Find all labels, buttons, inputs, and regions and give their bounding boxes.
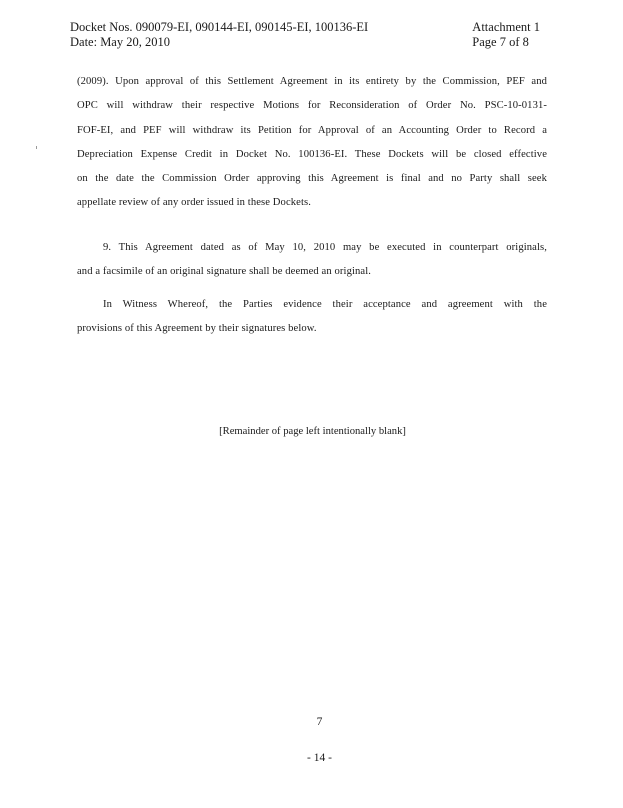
scan-artifact <box>36 146 37 149</box>
text-line: 9. This Agreement dated as of May 10, 2010 may be executed in counterpart originals, <box>103 242 547 253</box>
text-line: provisions of this Agreement by their signatures below. <box>77 323 317 334</box>
text-line: Depreciation Expense Credit in Docket No. 100136-EI. These Dockets will be closed effective <box>77 148 547 160</box>
paragraph-settlement-approval <box>77 70 547 216</box>
document-date: Date: May 20, 2010 <box>70 35 170 49</box>
text-line: appellate review of any order issued in these Dockets. <box>77 197 311 209</box>
attachment-label: Attachment 1 <box>472 20 540 34</box>
text-line: FOF-EI, and PEF will withdraw its Petition for Approval of an Accounting Order to Record a <box>77 124 547 136</box>
paragraph-9-counterparts <box>77 236 547 284</box>
paragraph-witness-whereof <box>77 293 547 341</box>
text-line: on the date the Commission Order approving this Agreement is final and no Party shall seek <box>77 173 547 185</box>
text-line: OPC will withdraw their respective Motions for Reconsideration of Order No. PSC-10-0131- <box>77 100 547 112</box>
text-line: (2009). Upon approval of this Settlement Agreement in its entirety by the Commission, PEF and <box>77 76 547 87</box>
page-number <box>0 716 623 728</box>
header-left <box>70 20 368 50</box>
sequence-number-text: - 14 - <box>307 752 332 764</box>
page-number-text: 7 <box>316 716 323 728</box>
header-right <box>472 20 540 50</box>
text-line: and a facsimile of an original signature shall be deemed an original. <box>77 266 372 277</box>
remainder-blank-notice <box>0 426 623 437</box>
remainder-text: [Remainder of page left intentionally blank] <box>219 426 406 437</box>
docket-numbers: Docket Nos. 090079-EI, 090144-EI, 090145-EI, 100136-EI <box>70 20 369 34</box>
text-line: In Witness Whereof, the Parties evidence their acceptance and agreement with the <box>103 299 547 310</box>
page-of-label: Page 7 of 8 <box>472 35 529 49</box>
sequence-page-number <box>0 752 623 764</box>
